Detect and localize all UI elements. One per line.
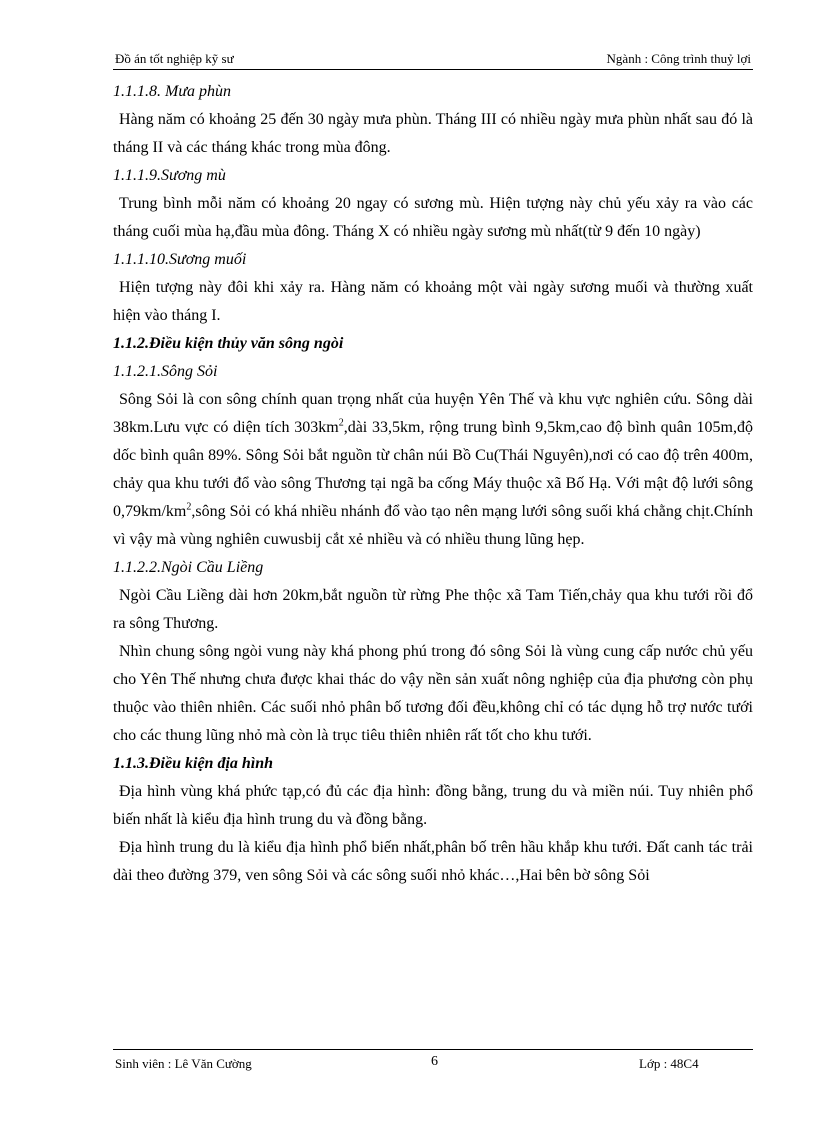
- heading-ngoi-cau-lieng: 1.1.2.2.Ngòi Cầu Liềng: [113, 559, 264, 576]
- page-footer: [113, 1049, 753, 1074]
- header-major: Ngành : Công trình thuỷ lợi: [606, 51, 751, 66]
- footer-class: Lớp : 48C4: [639, 1056, 699, 1071]
- paragraph-ngoi-cau-lieng: Ngòi Cầu Liềng dài hơn 20km,bắt nguồn từ rừng Phe thộc xã Tam Tiến,chảy qua khu tưới rồi đổ ra sông Thương.: [113, 587, 753, 632]
- paragraph-suong-muoi: Hiện tượng này đôi khi xảy ra. Hàng năm có khoảng một vài ngày sương muối và thường xuất hiện vào tháng I.: [113, 279, 753, 324]
- paragraph-mua-phun: Hàng năm có khoảng 25 đến 30 ngày mưa phùn. Tháng III có nhiều ngày mưa phùn nhất sau đó là tháng II và các tháng khác trong mùa đông.: [113, 111, 753, 156]
- superscript-area: 2: [338, 417, 344, 429]
- superscript-density: 2: [186, 501, 192, 513]
- paragraph-dia-hinh-2: Địa hình trung du là kiểu địa hình phổ biến nhất,phân bố trên hầu khắp khu tưới. Đất canh tác trải dài theo đường 379, ven sông Sỏi và các sông suối nhỏ khác…,Hai bên bờ sông Sỏi: [113, 839, 753, 884]
- page-number: 6: [431, 1054, 438, 1069]
- footer-student: Sinh viên : Lê Văn Cường: [115, 1056, 252, 1071]
- heading-suong-muoi: 1.1.1.10.Sương muối: [113, 251, 247, 268]
- heading-song-soi: 1.1.2.1.Sông Sỏi: [113, 363, 218, 380]
- song-soi-text-2: ,dài 33,5km, rộng trung bình 9,5km,cao độ bình quân 105m,độ dốc bình quân 89%. Sông Sỏi bắt nguồn từ chân núi Bồ Cu(Thái Nguyên),nơi có cao độ trên 400m, chảy qua khu tưới đổ vào sông Thương tại ngã ba cống Máy thuộc xã Bố Hạ. Với mật độ lưới sông 0,79km/km: [113, 419, 753, 520]
- paragraph-nhin-chung: Nhìn chung sông ngòi vung này khá phong phú trong đó sông Sỏi là vùng cung cấp nước chủ yếu cho Yên Thế nhưng chưa được khai thác do vậy nền sản xuất nông nghiệp của địa phương còn phụ thuộc vào thiên nhiên. Các suối nhỏ phân bố tương đối đều,không chỉ có tác dụng hỗ trợ nước tưới cho các thung lũng nhỏ mà còn là trục tiêu thiên nhiên rất tốt cho khu tưới.: [113, 643, 753, 744]
- paragraph-suong-mu: Trung bình mỗi năm có khoảng 20 ngay có sương mù. Hiện tượng này chủ yếu xảy ra vào các tháng cuối mùa hạ,đầu mùa đông. Tháng X có nhiều ngày sương mù nhất(từ 9 đến 10 ngày): [113, 195, 753, 240]
- header-thesis-title: Đồ án tốt nghiệp kỹ sư: [115, 51, 234, 66]
- page-header: [113, 51, 753, 70]
- paragraph-dia-hinh-1: Địa hình vùng khá phức tạp,có đủ các địa hình: đồng bằng, trung du và miền núi. Tuy nhiên phổ biến nhất là kiểu địa hình trung du và đồng bằng.: [113, 783, 753, 828]
- heading-thuy-van: 1.1.2.Điều kiện thủy văn sông ngòi: [113, 335, 344, 352]
- song-soi-text-1: Sông Sỏi là con sông chính quan trọng nhất của huyện Yên Thế và khu vực nghiên cứu. Sông dài 38km.Lưu vực có diện tích 303km: [113, 391, 753, 436]
- heading-suong-mu: 1.1.1.9.Sương mù: [113, 167, 226, 184]
- heading-dia-hinh: 1.1.3.Điều kiện địa hình: [113, 755, 274, 772]
- paragraph-song-soi: [113, 386, 753, 554]
- heading-mua-phun: 1.1.1.8. Mưa phùn: [113, 83, 232, 100]
- page-content: [113, 78, 753, 890]
- song-soi-text-3: ,sông Sỏi có khá nhiều nhánh đổ vào tạo nên mạng lưới sông suối khá chằng chịt.Chính vì vậy mà vùng nghiên cuwusbij cắt xẻ nhiều và có nhiều thung lũng hẹp.: [113, 503, 753, 548]
